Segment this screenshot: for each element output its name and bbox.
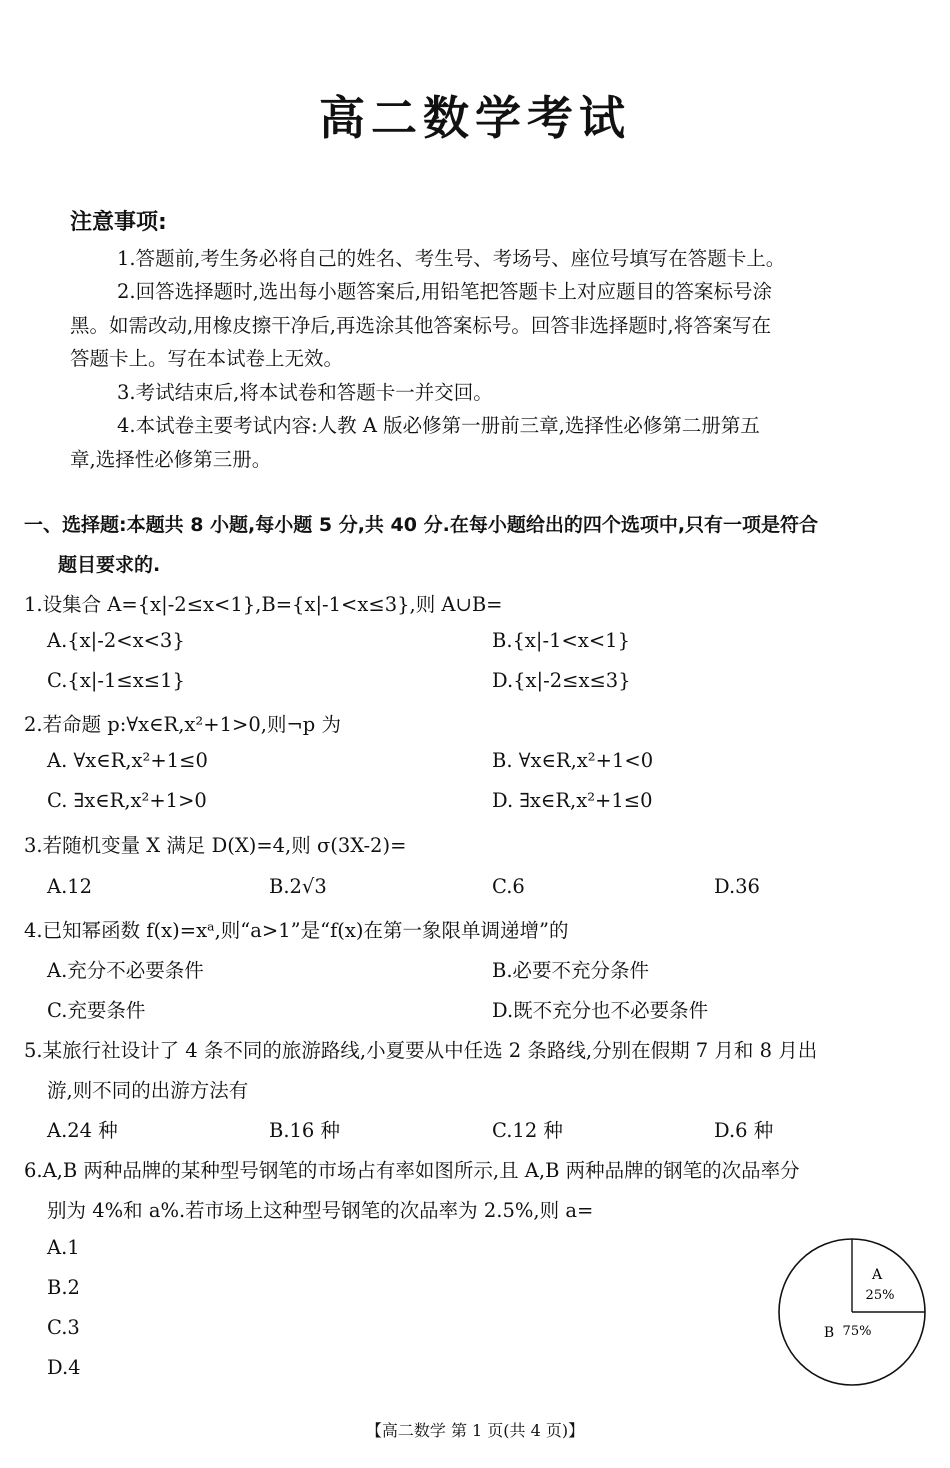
option: B.2√3 <box>269 875 327 898</box>
notice-line: 2.回答选择题时,选出每小题答案后,用铅笔把答题卡上对应题目的答案标号涂 <box>117 280 773 303</box>
notice-line: 4.本试卷主要考试内容:人教 A 版必修第一册前三章,选择性必修第二册第五 <box>117 414 760 437</box>
question-stem: 4.已知幂函数 f(x)=xᵃ,则“a>1”是“f(x)在第一象限单调递增”的 <box>24 919 569 942</box>
option: C.6 <box>492 875 525 898</box>
option: D.{x|-2≤x≤3} <box>492 669 631 692</box>
notice-line: 答题卡上。写在本试卷上无效。 <box>70 347 344 370</box>
option: B.{x|-1<x<1} <box>492 629 630 652</box>
notice-line: 黑。如需改动,用橡皮擦干净后,再选涂其他答案标号。回答非选择题时,将答案写在 <box>70 314 772 337</box>
question-stem: 6.A,B 两种品牌的某种型号钢笔的市场占有率如图所示,且 A,B 两种品牌的钢笔的次品率分 <box>24 1159 800 1182</box>
option: A.24 种 <box>47 1119 118 1142</box>
question-stem-cont: 别为 4%和 a%.若市场上这种型号钢笔的次品率为 2.5%,则 a= <box>47 1199 594 1222</box>
option: A.充分不必要条件 <box>47 959 204 982</box>
question-stem: 1.设集合 A={x|-2≤x<1},B={x|-1<x≤3},则 A∪B= <box>24 593 503 616</box>
option: A. ∀x∈R,x²+1≤0 <box>47 749 208 772</box>
section-heading-cont: 题目要求的. <box>58 554 161 576</box>
notice-line: 1.答题前,考生务必将自己的姓名、考生号、考场号、座位号填写在答题卡上。 <box>117 247 786 270</box>
pie-slice-value-a: 25% <box>865 1288 895 1303</box>
notice-line: 章,选择性必修第三册。 <box>70 448 272 471</box>
question-stem: 5.某旅行社设计了 4 条不同的旅游路线,小夏要从中任选 2 条路线,分别在假期 7 月和 8 月出 <box>24 1039 818 1062</box>
pie-slice-label-a: A <box>871 1267 883 1283</box>
option: B. ∀x∈R,x²+1<0 <box>492 749 654 772</box>
option: A.{x|-2<x<3} <box>47 629 185 652</box>
notice-heading: 注意事项: <box>70 210 167 235</box>
page-title: 高二数学考试 <box>319 91 631 145</box>
option: D.36 <box>714 875 760 898</box>
market-share-pie-chart <box>776 1236 928 1388</box>
page-footer: 【高二数学 第 1 页(共 4 页)】 <box>365 1421 585 1440</box>
option: C. ∃x∈R,x²+1>0 <box>47 789 207 812</box>
option: B.必要不充分条件 <box>492 959 650 982</box>
option: B.16 种 <box>269 1119 341 1142</box>
pie-slice-label-b: B <box>823 1325 835 1341</box>
question-stem: 3.若随机变量 X 满足 D(X)=4,则 σ(3X-2)= <box>24 834 407 857</box>
notice-line: 3.考试结束后,将本试卷和答题卡一并交回。 <box>117 381 493 404</box>
option: A.12 <box>47 875 93 898</box>
option: C.3 <box>47 1316 80 1339</box>
option: D.6 种 <box>714 1119 774 1142</box>
question-stem-cont: 游,则不同的出游方法有 <box>47 1079 249 1102</box>
option: D. ∃x∈R,x²+1≤0 <box>492 789 653 812</box>
option: C.充要条件 <box>47 999 146 1022</box>
question-stem: 2.若命题 p:∀x∈R,x²+1>0,则¬p 为 <box>24 713 341 736</box>
option: A.1 <box>47 1236 80 1259</box>
option: C.12 种 <box>492 1119 563 1142</box>
option: D.4 <box>47 1356 81 1379</box>
section-heading: 一、选择题:本题共 8 小题,每小题 5 分,共 40 分.在每小题给出的四个选项中,只有一项是符合 <box>24 514 819 536</box>
pie-slice-value-b: 75% <box>842 1324 872 1339</box>
option: C.{x|-1≤x≤1} <box>47 669 185 692</box>
option: D.既不充分也不必要条件 <box>492 999 709 1022</box>
option: B.2 <box>47 1276 80 1299</box>
